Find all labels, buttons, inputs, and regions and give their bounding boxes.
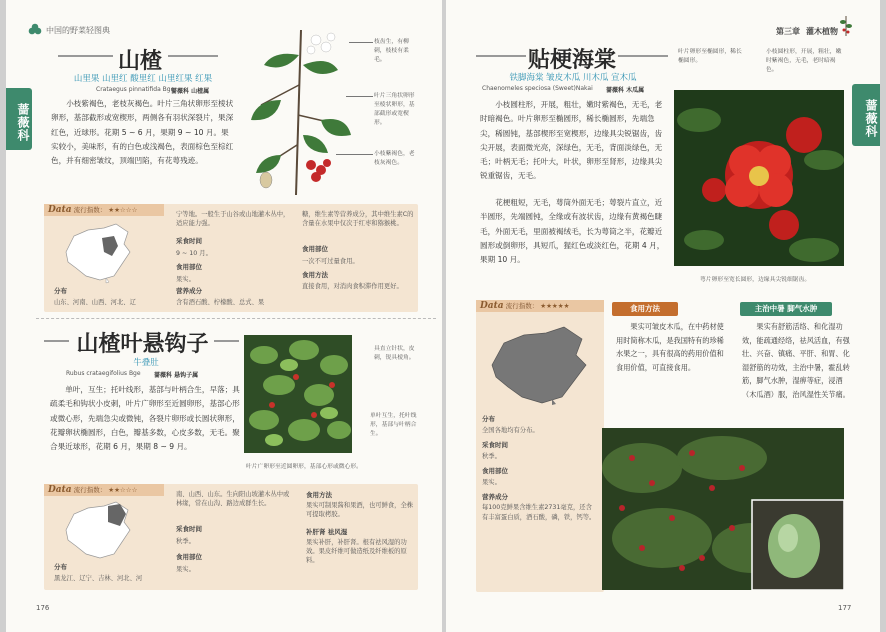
title-rule-left: [44, 340, 69, 342]
left-page: [6, 0, 442, 632]
latin-name: Chaenomeles speciosa (Sweet)Nakai: [482, 85, 593, 92]
right-page: [446, 0, 880, 632]
title-rule-left: [58, 55, 113, 57]
method-label: 食用方法: [306, 491, 332, 499]
nutrition-value: 含有酒石酸、柠檬酸、总式、果: [176, 299, 265, 306]
nutrition-value: 每100克鲜果含维生素2731毫克，还含有丰富蛋白质，酒石酸，磷，铁，钙等。: [482, 504, 596, 521]
plant-aliases: 牛叠肚: [133, 358, 159, 368]
effect-tag: 主治中暑 脚气水肿: [740, 302, 832, 316]
distribution-label: 分布: [54, 287, 67, 295]
annotation-2: 叶片三角状卵形至棱状卵形，基部截形或宽楔形。: [374, 93, 415, 126]
plant-sprig-icon: [838, 14, 854, 38]
page-header: 中国的野菜轻图典: [46, 26, 110, 35]
chapter-label: 第三章: [776, 27, 800, 36]
plant-description-2: 花梗粗短，无毛，萼筒外面无毛；萼裂片直立，近半圆形，先端圆钝，全缘或有波状齿，边缘有黄褐色睫毛，外面无毛，里面被褐绒毛，长为萼筒之半，花瓣近圆形或倒卵形，具短爪，猩红色或淡红色，花期 4 月，果期 10 月。: [480, 198, 665, 265]
part-value: 果实。: [482, 479, 501, 486]
part-label: 食用部位: [176, 553, 202, 561]
rubus-photo: [244, 335, 352, 453]
effect-value: 果实补肝，补肝肾。根有祛风湿的功效。果皮纤维可做造纸及纤维板的原料。: [306, 539, 407, 564]
latin-name: Crataegus pinnatifida Bge: [96, 86, 175, 93]
harvest-value: 秋季。: [176, 538, 195, 545]
popularity-stars: ★★★★★: [540, 302, 570, 310]
page-number: 176: [36, 604, 50, 612]
title-rule-right: [168, 55, 218, 57]
popularity-bar: [44, 204, 164, 216]
method-text: 果实可皱皮木瓜，在中药材使用时简称木瓜，是我国特有的珍稀水果之一，具有很高的药用价值和食用价值，可直接食用。: [616, 322, 724, 372]
environment-text: 宁等地。一般生于山谷或山地灌木丛中，适应能力强。: [176, 211, 290, 227]
part-value: 果实。: [176, 276, 195, 283]
title-rule-left: [476, 55, 526, 57]
hawthorn-illustration: [241, 25, 361, 200]
data-logo: Data: [48, 485, 72, 495]
china-map: [482, 325, 592, 405]
popularity-label: 流行指数：: [505, 302, 539, 310]
clover-icon: [28, 22, 42, 36]
plant-aliases: 铁脚海棠 皱皮木瓜 川木瓜 宣木瓜: [509, 73, 637, 83]
annotation-3: 小枝紫褐色，老枝灰褐色。: [374, 151, 415, 166]
taste-label: 食用部位: [302, 245, 328, 253]
distribution-label: 分布: [54, 563, 67, 571]
method-value: 直接食用，对消肉食积滞作用更好。: [302, 283, 403, 290]
nutrition-label: 营养成分: [176, 287, 202, 295]
section-divider: [36, 318, 436, 319]
popularity-bar: [44, 484, 164, 496]
chapter-title: 灌木植物: [806, 27, 838, 36]
plant-family: 蔷薇科 山楂属: [171, 88, 210, 95]
plant-description: 小枝紫褐色，老枝灰褐色。叶片三角状卵形至棱状卵形，基部截形或宽楔形，两侧各有羽状深裂片，果深红色，近球形。花期 5 ~ 6 月，果期 9 ~ 10 月。果实较小，美味形，有的白色或浅褐色，表面棕色至棕红色，并有细密皱纹，顶端凹陷，有花萼残迹。: [51, 99, 234, 166]
annotation-1: 具直立针状，皮刺，锐具棱角。: [374, 346, 415, 361]
leader-line: [346, 96, 373, 97]
distribution-label: 分布: [482, 415, 495, 423]
harvest-value: 秋季。: [482, 453, 501, 460]
plant-title: 山楂叶悬钩子: [76, 332, 209, 357]
latin-name: Rubus crataegifolius Bge: [66, 370, 141, 377]
effect-label: 补肝肾 祛风湿: [306, 528, 348, 536]
popularity-stars: ★★☆☆☆: [108, 486, 138, 494]
quince-shrub-photo: [602, 428, 844, 590]
method-value: 果实可制果酱和果酒，也可鲜食，全株可提取栲胶。: [306, 502, 414, 518]
popularity-stars: ★★☆☆☆: [108, 206, 138, 214]
method-label: 食用方法: [302, 271, 328, 279]
annotation-1: 叶片卵形至椭圆形，稀长椭圆形。: [678, 49, 742, 64]
effect-text: 果实有舒筋活络、和化湿功效，能疏通经络，祛风活血，有强壮、兴奋、镇痛、平肝、和胃、化湿舒筋的功效，主治中暑，霍乱转筋，脚气水肿，湿痹等症，浸酒（木瓜酒）服，治风湿性关节痛。: [742, 322, 850, 399]
photo-caption: 萼片卵形至宽长圆形，边缘具尖锐细锯齿。: [700, 277, 811, 283]
leader-line: [349, 42, 373, 43]
harvest-label: 采食时间: [176, 237, 202, 245]
harvest-label: 采食时间: [176, 525, 202, 533]
china-map: [56, 222, 136, 284]
plant-title: 贴梗海棠: [527, 48, 616, 73]
annotation-2: 单叶互生，托叶线形，基部与叶柄合生。: [370, 413, 417, 437]
plant-family: 蔷薇科 悬钩子属: [154, 372, 199, 379]
china-map: [56, 500, 136, 560]
family-tab[interactable]: 蔷薇科: [6, 88, 32, 150]
method-tag: 食用方法: [612, 302, 678, 316]
popularity-label: 流行指数：: [73, 486, 107, 494]
data-logo: Data: [480, 301, 504, 311]
annotation-2: 小枝圆柱形，开展，粗壮，嫩时紫褐色，无毛，老时暗褐色。: [766, 49, 842, 73]
popularity-label: 流行指数：: [73, 206, 107, 214]
title-rule-right: [214, 340, 239, 342]
plant-description-1: 小枝圆柱形，开展，粗壮，嫩时紫褐色，无毛，老时暗褐色。叶片卵形至椭圆形，稀长椭圆形，先端急尖，稀圆钝，基部楔形至宽楔形，边缘具尖锐锯齿，齿尖开展，表面微光亮，深绿色，无毛，背面淡绿色，无毛；叶柄无毛；托叶大，叶状，卵形至肾形，边缘具尖锐重锯齿，无毛。: [480, 100, 663, 181]
part-label: 食用部位: [482, 467, 508, 475]
title-rule-right: [618, 55, 668, 57]
environment-text: 南、山西、山东。生向阳山坡灌木丛中或林缘，常在山沟、路边成群生长。: [176, 491, 290, 507]
nutrition-detail: 糖，维生素等营养成分，其中维生素C的含量在水果中仅次于红枣和猕猴桃。: [302, 211, 414, 227]
harvest-label: 采食时间: [482, 441, 508, 449]
distribution-value: 黑龙江、辽宁、吉林、河北、河: [54, 575, 143, 582]
popularity-bar: [476, 300, 604, 312]
harvest-value: 9 ~ 10 月。: [176, 250, 212, 257]
quince-flower-photo: [674, 90, 844, 266]
plant-title: 山楂: [117, 49, 162, 74]
plant-aliases: 山里果 山里红 酸里红 山里红果 红果: [73, 74, 213, 84]
leader-line: [336, 154, 373, 155]
nutrition-label: 营养成分: [482, 493, 508, 501]
taste-value: 一次不可过量食用。: [302, 258, 359, 265]
page-number: 177: [838, 604, 852, 612]
distribution-value: 山东、河南、山西、河北、辽: [54, 299, 136, 306]
distribution-value: 全国各地均有分布。: [482, 427, 539, 434]
plant-family: 蔷薇科 木瓜属: [606, 87, 645, 94]
annotation-1: 枝齿生，有柳刺，枝枝有柔毛。: [374, 39, 409, 63]
photo-caption: 叶片广卵形至近圆卵形，基部心形或微心形。: [246, 464, 362, 470]
plant-description: 单叶，互生；托叶线形，基部与叶柄合生，早落；具疏柔毛和钩状小皮刺，叶片广卵形至近圆卵形，基部心形或微心形，先端急尖或微钝，各裂片卵形或长圆状卵形，花瓣卵状椭圆形，白色，瓣基多数，心皮多数，无毛。聚合果近球形，花期 6 月，果期 8 ~ 9 月。: [50, 385, 240, 452]
part-value: 果实。: [176, 566, 195, 573]
part-label: 食用部位: [176, 263, 202, 271]
data-logo: Data: [48, 205, 72, 215]
family-tab[interactable]: 蔷薇科: [852, 84, 880, 146]
